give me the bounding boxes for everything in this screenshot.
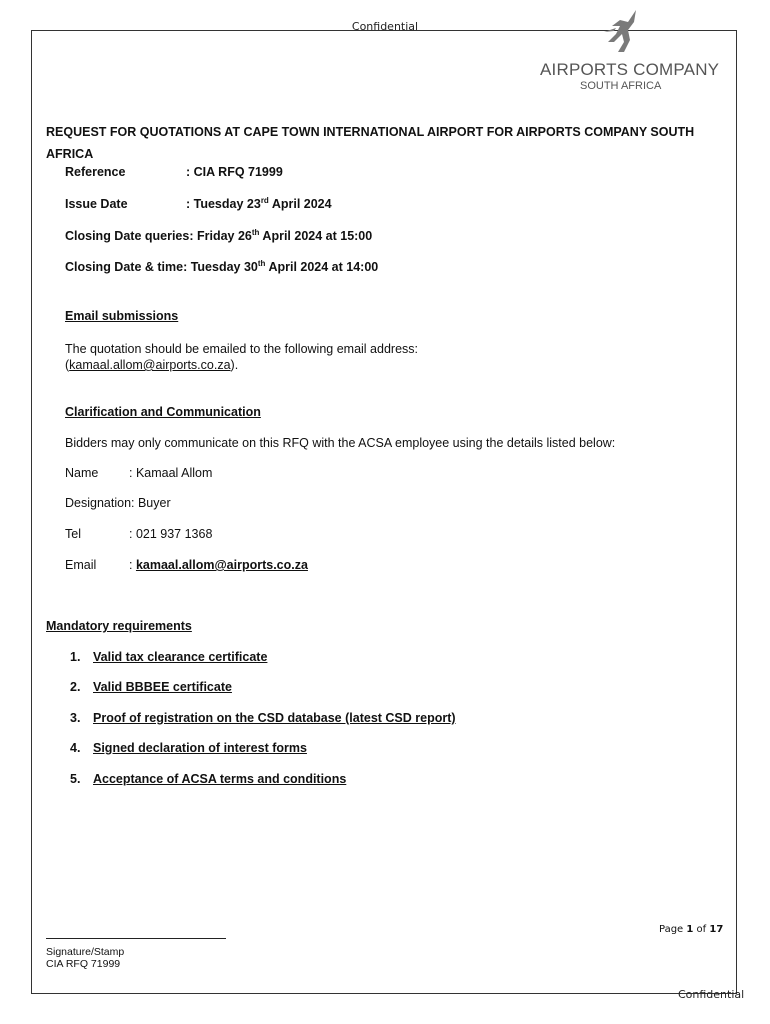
contact-name: Name : Kamaal Allom <box>65 466 213 480</box>
confidential-header: Confidential <box>351 20 419 33</box>
confidential-footer: Confidential <box>678 988 745 1001</box>
email-submissions-heading: Email submissions <box>65 309 179 323</box>
logo-sub-text: SOUTH AFRICA <box>580 80 662 92</box>
signature-line <box>46 938 226 939</box>
footer-reference: CIA RFQ 71999 <box>46 958 121 970</box>
reference-value: : CIA RFQ 71999 <box>186 165 283 179</box>
company-logo <box>536 8 720 93</box>
page-number: Page 1 of 17 <box>659 924 724 935</box>
closing-queries-text: Closing Date queries: Friday 26 <box>65 229 252 243</box>
closing-queries-field: Closing Date queries: Friday 26th April 2024 at 15:00 <box>65 227 373 243</box>
requirement-item: 5. Acceptance of ACSA terms and conditions <box>70 772 347 786</box>
issue-date-field <box>65 197 332 211</box>
email-instructions: The quotation should be emailed to the following email address: (kamaal.allom@airports.co.za). <box>65 342 418 372</box>
flying-figure-icon <box>598 8 646 56</box>
closing-time-text: Closing Date & time: Tuesday 30 <box>65 260 258 274</box>
requirement-item: 3. Proof of registration on the CSD database (latest CSD report) <box>70 711 456 725</box>
contact-tel: Tel : 021 937 1368 <box>65 527 213 541</box>
contact-email-link[interactable]: kamaal.allom@airports.co.za <box>135 558 308 572</box>
requirement-item: 1. Valid tax clearance certificate <box>70 650 268 664</box>
closing-time-field: Closing Date & time: Tuesday 30th April 2024 at 14:00 <box>65 258 379 274</box>
clarification-intro: Bidders may only communicate on this RFQ with the ACSA employee using the details listed below: <box>65 436 616 450</box>
contact-email: Email : kamaal.allom@airports.co.za <box>65 558 308 572</box>
issue-date-value: : Tuesday 23rd April 2024 <box>186 195 332 211</box>
requirement-item: 2. Valid BBBEE certificate <box>70 680 232 694</box>
signature-block <box>46 946 124 970</box>
clarification-heading: Clarification and Communication <box>65 405 261 419</box>
submission-email-link[interactable]: kamaal.allom@airports.co.za <box>69 358 231 372</box>
logo-main-text: AIRPORTS COMPANY <box>540 60 720 79</box>
reference-label: Reference <box>65 165 126 179</box>
mandatory-heading: Mandatory requirements <box>46 619 192 633</box>
signature-label: Signature/Stamp <box>46 946 125 958</box>
contact-designation: Designation: Buyer <box>65 496 171 510</box>
document-title: REQUEST FOR QUOTATIONS AT CAPE TOWN INTERNATIONAL AIRPORT FOR AIRPORTS COMPANY SOUTH AFRICA <box>46 125 695 161</box>
issue-date-label: Issue Date <box>65 197 128 211</box>
requirement-item: 4. Signed declaration of interest forms <box>70 741 307 755</box>
reference-field <box>65 165 283 179</box>
